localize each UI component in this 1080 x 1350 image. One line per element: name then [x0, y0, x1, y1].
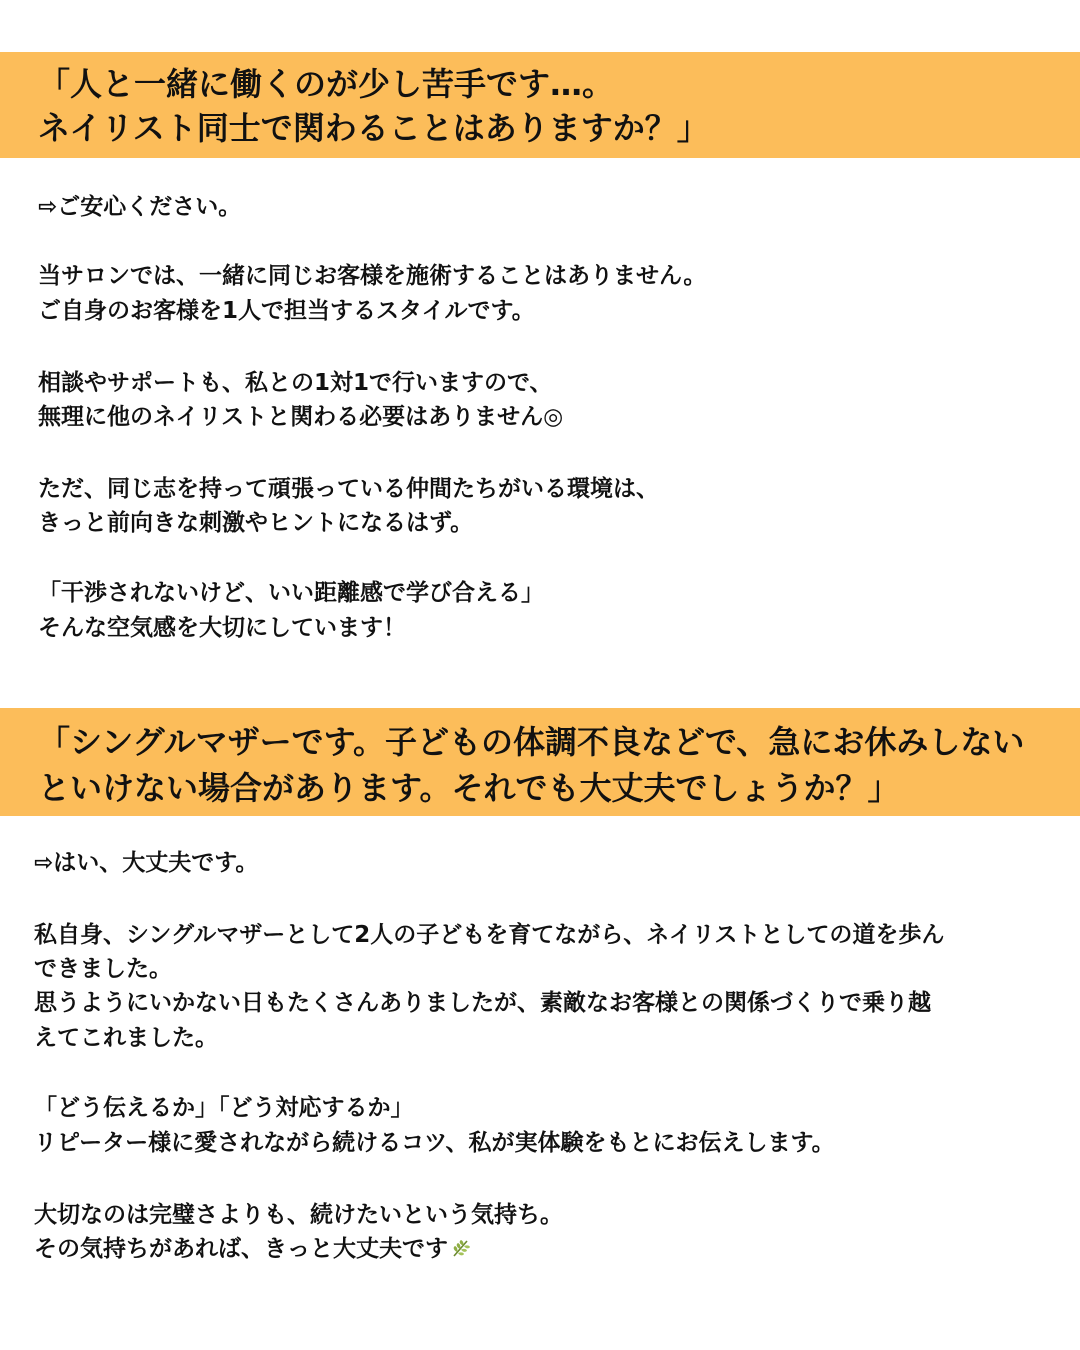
answer-2-line-9: リピーター様に愛されながら続けるコツ、私が実体験をもとにお伝えします。: [34, 1130, 835, 1156]
question-1-line-1: 「人と一緒に働くのが少し苦手です…。: [38, 65, 615, 103]
answer-1-line-12: 「干渉されないけど、いい距離感で学び合える」: [38, 580, 544, 606]
answer-1-line-1: ⇨ご安心ください。: [38, 194, 242, 220]
answer-2-line-6: えてこれました。: [34, 1025, 218, 1051]
answer-2-line-4: できました。: [34, 956, 172, 982]
question-banner-1: [0, 52, 1080, 158]
question-banner-2: [0, 708, 1080, 816]
answer-2-line-3: 私自身、シングルマザーとして2人の子どもを育てながら、ネイリストとしての道を歩ん: [34, 922, 945, 948]
question-1-line-2: ネイリスト同士で関わることはありますか？」: [38, 109, 709, 147]
question-2-line-1: 「シングルマザーです。子どもの体調不良などで、急にお休みしない: [38, 723, 1025, 761]
answer-2-line-11-text: 大切なのは完璧さよりも、続けたいという気持ち。: [34, 1202, 563, 1228]
answer-1-line-4: ご自身のお客様を1人で担当するスタイルです。: [38, 298, 535, 324]
answer-2-line-12-text: その気持ちがあれば、きっと大丈夫です: [34, 1236, 448, 1262]
answer-2-line-5: 思うようにいかない日もたくさんありましたが、素敵なお客様との関係づくりで乗り越: [34, 990, 931, 1016]
answer-1-line-9: ただ、同じ志を持って頑張っている仲間たちがいる環境は、: [38, 476, 659, 502]
answer-2-line-8: 「どう伝えるか」「どう対応するか」: [34, 1095, 414, 1121]
answer-1-line-10: きっと前向きな刺激やヒントになるはず。: [38, 510, 474, 536]
answer-1-line-3: 当サロンでは、一緒に同じお客様を施術することはありません。: [38, 263, 707, 289]
answer-1-line-13: そんな空気感を大切にしています！: [38, 615, 406, 641]
answer-2-line-1: ⇨はい、大丈夫です。: [34, 850, 259, 876]
answer-1-line-6: 相談やサポートも、私との1対1で行いますので、: [38, 370, 553, 396]
answer-2-line-12: [34, 1232, 472, 1266]
answer-2-line-11: [34, 1198, 563, 1232]
answer-1-line-7: 無理に他のネイリストと関わる必要はありません◎: [38, 404, 564, 430]
question-2-line-2: といけない場合があります。それでも大丈夫でしょうか？」: [38, 769, 900, 807]
leaf-icon: [450, 1235, 472, 1257]
